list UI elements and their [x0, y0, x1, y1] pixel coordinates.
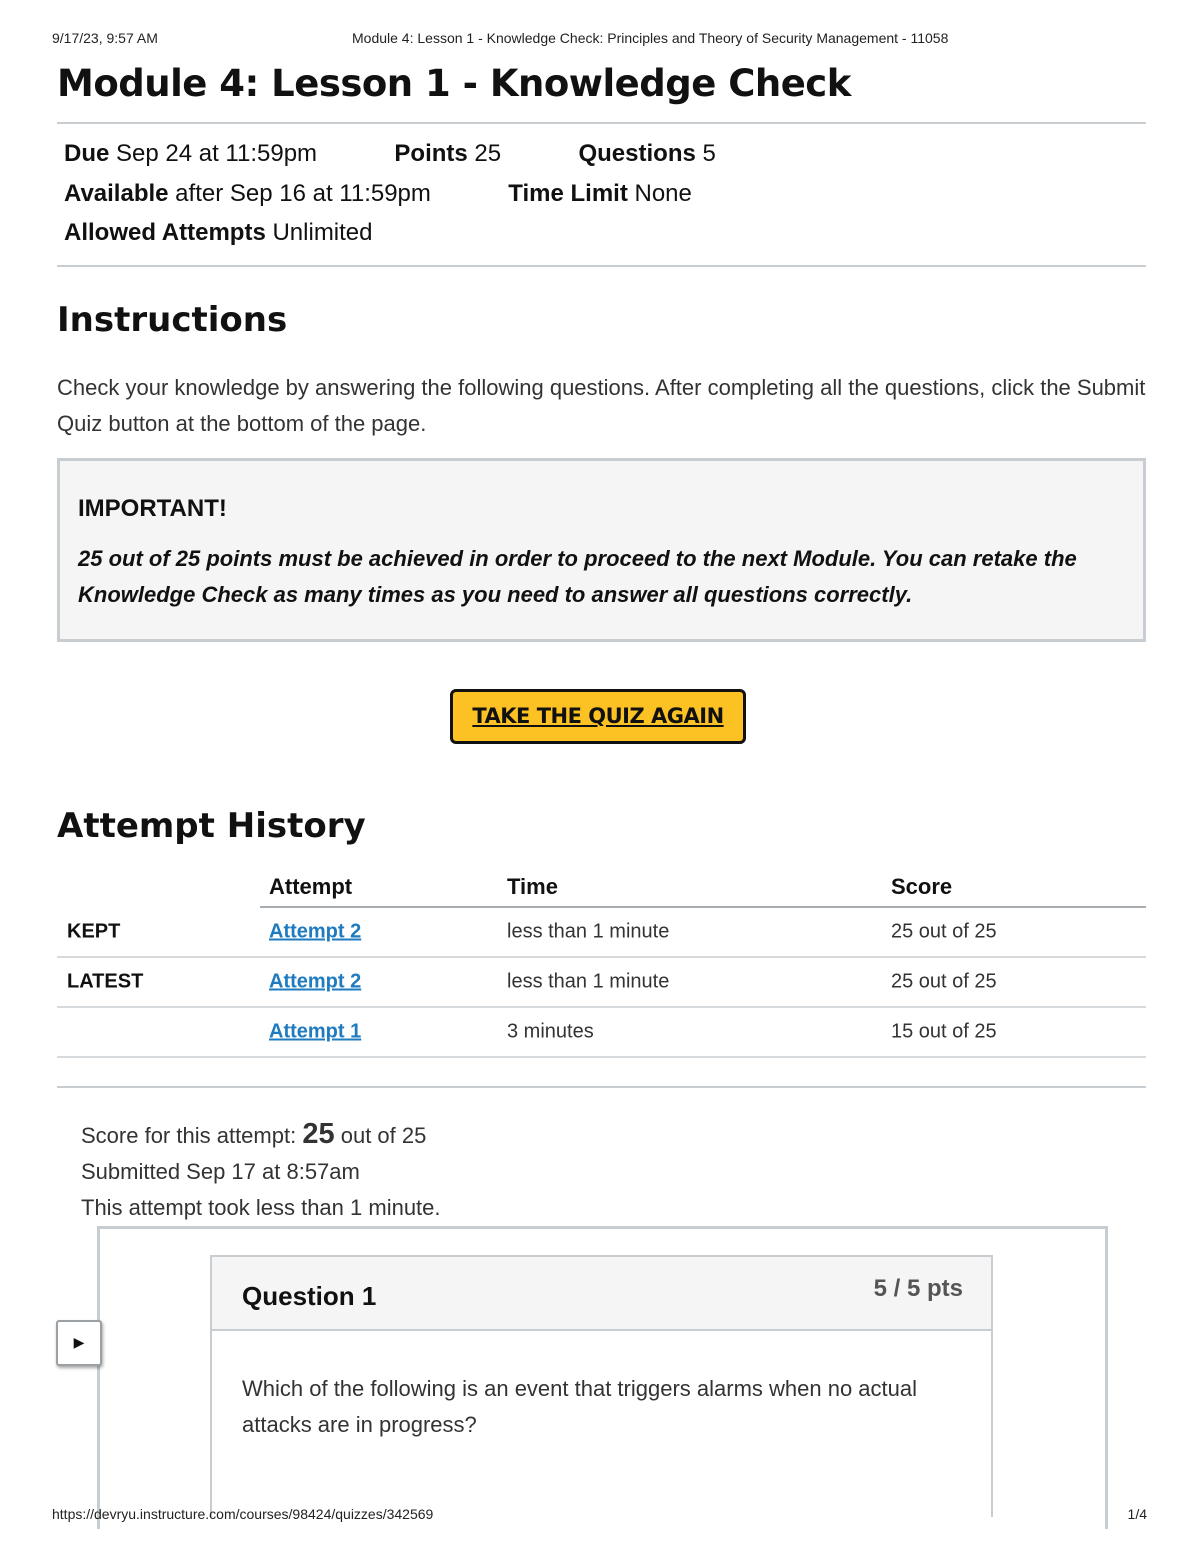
print-doc-title: Module 4: Lesson 1 - Knowledge Check: Principles and Theory of Security Management - 11058	[352, 30, 949, 46]
attempt-score: 25 out of 25	[891, 970, 997, 993]
table-row	[57, 1008, 1146, 1058]
question-card	[210, 1255, 993, 1517]
attempts-value: Unlimited	[272, 219, 373, 246]
available-value: after Sep 16 at 11:59pm	[175, 180, 431, 207]
questions-label: Questions	[578, 140, 696, 167]
attempt-link[interactable]: Attempt 2	[269, 970, 362, 993]
due-label: Due	[64, 140, 110, 167]
attempt-link[interactable]: Attempt 2	[269, 920, 362, 943]
score-line	[81, 1116, 441, 1154]
print-page-number: 1/4	[1127, 1506, 1147, 1522]
question-title: Question 1	[242, 1281, 377, 1311]
score-summary	[81, 1116, 441, 1226]
attempts-label: Allowed Attempts	[64, 219, 266, 246]
score-suffix: out of 25	[340, 1123, 427, 1148]
question-points: 5 / 5 pts	[873, 1275, 963, 1302]
print-header	[52, 30, 1152, 48]
table-row	[57, 958, 1146, 1008]
points-value: 25	[474, 140, 502, 167]
question-header	[212, 1257, 991, 1331]
quiz-meta-row-3	[64, 219, 373, 247]
attempt-status: KEPT	[67, 920, 121, 943]
attempt-time: 3 minutes	[507, 1020, 594, 1043]
questions-value: 5	[702, 140, 716, 167]
attempt-history-heading: Attempt History	[57, 806, 366, 846]
divider	[57, 1086, 1146, 1088]
take-quiz-again-button[interactable]: TAKE THE QUIZ AGAIN	[450, 689, 746, 744]
table-header	[57, 860, 1146, 908]
divider	[57, 265, 1146, 267]
attempt-status: LATEST	[67, 970, 144, 993]
instructions-heading: Instructions	[57, 300, 288, 340]
available-label: Available	[64, 180, 169, 207]
column-header-attempt: Attempt	[269, 874, 353, 899]
column-header-score: Score	[891, 874, 953, 899]
instructions-text: Check your knowledge by answering the following questions. After completing all the questions, click the Submit Quiz button at the bottom of the page.	[57, 375, 1146, 436]
print-url: https://devryu.instructure.com/courses/98424/quizzes/342569	[52, 1506, 434, 1522]
quiz-meta-row-1	[64, 140, 716, 168]
attempt-link[interactable]: Attempt 1	[269, 1020, 362, 1043]
attempt-score: 25 out of 25	[891, 920, 997, 943]
attempt-time: less than 1 minute	[507, 920, 670, 943]
attempt-time: less than 1 minute	[507, 970, 670, 993]
score-prefix: Score for this attempt:	[81, 1123, 297, 1148]
important-title: IMPORTANT!	[78, 495, 227, 522]
attempt-history-table	[57, 860, 1146, 1058]
play-arrow-icon[interactable]: ▶	[56, 1320, 102, 1366]
important-text: 25 out of 25 points must be achieved in order to proceed to the next Module. You can retake the Knowledge Check as many times as you need to answer all questions correctly.	[78, 546, 1077, 607]
score-value: 25	[302, 1118, 335, 1150]
column-header-time: Time	[507, 874, 558, 899]
points-label: Points	[394, 140, 468, 167]
table-row	[57, 908, 1146, 958]
divider	[57, 122, 1146, 124]
submitted-line: Submitted Sep 17 at 8:57am	[81, 1159, 360, 1184]
time-limit-value: None	[634, 180, 692, 207]
duration-line: This attempt took less than 1 minute.	[81, 1195, 441, 1220]
page-title: Module 4: Lesson 1 - Knowledge Check	[57, 62, 851, 105]
important-callout	[57, 458, 1146, 642]
time-limit-label: Time Limit	[508, 180, 628, 207]
due-value: Sep 24 at 11:59pm	[116, 140, 318, 167]
question-text: Which of the following is an event that triggers alarms when no actual attacks are in progress?	[242, 1376, 918, 1437]
quiz-meta-row-2	[64, 180, 692, 208]
print-datetime: 9/17/23, 9:57 AM	[52, 30, 158, 46]
attempt-score: 15 out of 25	[891, 1020, 997, 1043]
